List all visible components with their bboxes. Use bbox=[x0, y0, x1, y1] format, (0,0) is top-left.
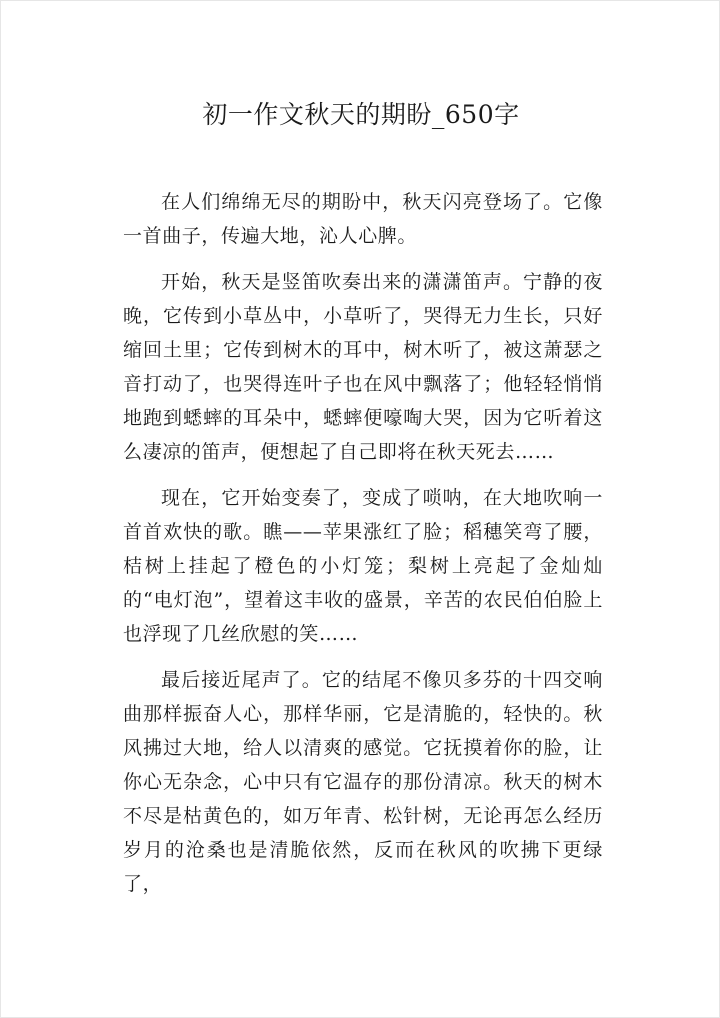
document-body bbox=[123, 185, 603, 901]
paragraph-2: 开始，秋天是竖笛吹奏出来的潇潇笛声。宁静的夜晚，它传到小草丛中，小草听了，哭得无力生长，只好缩回土里；它传到树木的耳中，树木听了，被这萧瑟之音打动了，也哭得连叶子也在风中飘落了；他轻轻悄悄地跑到蟋蟀的耳朵中，蟋蟀便嚎啕大哭，因为它听着这么凄凉的笛声，便想起了自己即将在秋天死去…… bbox=[123, 271, 603, 463]
paragraph-3: 现在，它开始变奏了，变成了唢呐，在大地吹响一首首欢快的歌。瞧——苹果涨红了脸；稻穗笑弯了腰，桔树上挂起了橙色的小灯笼；梨树上亮起了金灿灿的“电灯泡”，望着这丰收的盛景，辛苦的农民伯伯脸上也浮现了几丝欣慰的笑…… bbox=[123, 487, 603, 645]
paragraph-4: 最后接近尾声了。它的结尾不像贝多芬的十四交响曲那样振奋人心，那样华丽，它是清脆的，轻快的。秋风拂过大地，给人以清爽的感觉。它抚摸着你的脸，让你心无杂念，心中只有它温存的那份清凉。秋天的树木不尽是枯黄色的，如万年青、松针树，无论再怎么经历岁月的沧桑也是清脆依然，反而在秋风的吹拂下更绿了， bbox=[123, 669, 603, 895]
paragraph-1: 在人们绵绵无尽的期盼中，秋天闪亮登场了。它像一首曲子，传遍大地，沁人心脾。 bbox=[123, 191, 603, 247]
document-title: 初一作文秋天的期盼_650字 bbox=[202, 100, 520, 129]
